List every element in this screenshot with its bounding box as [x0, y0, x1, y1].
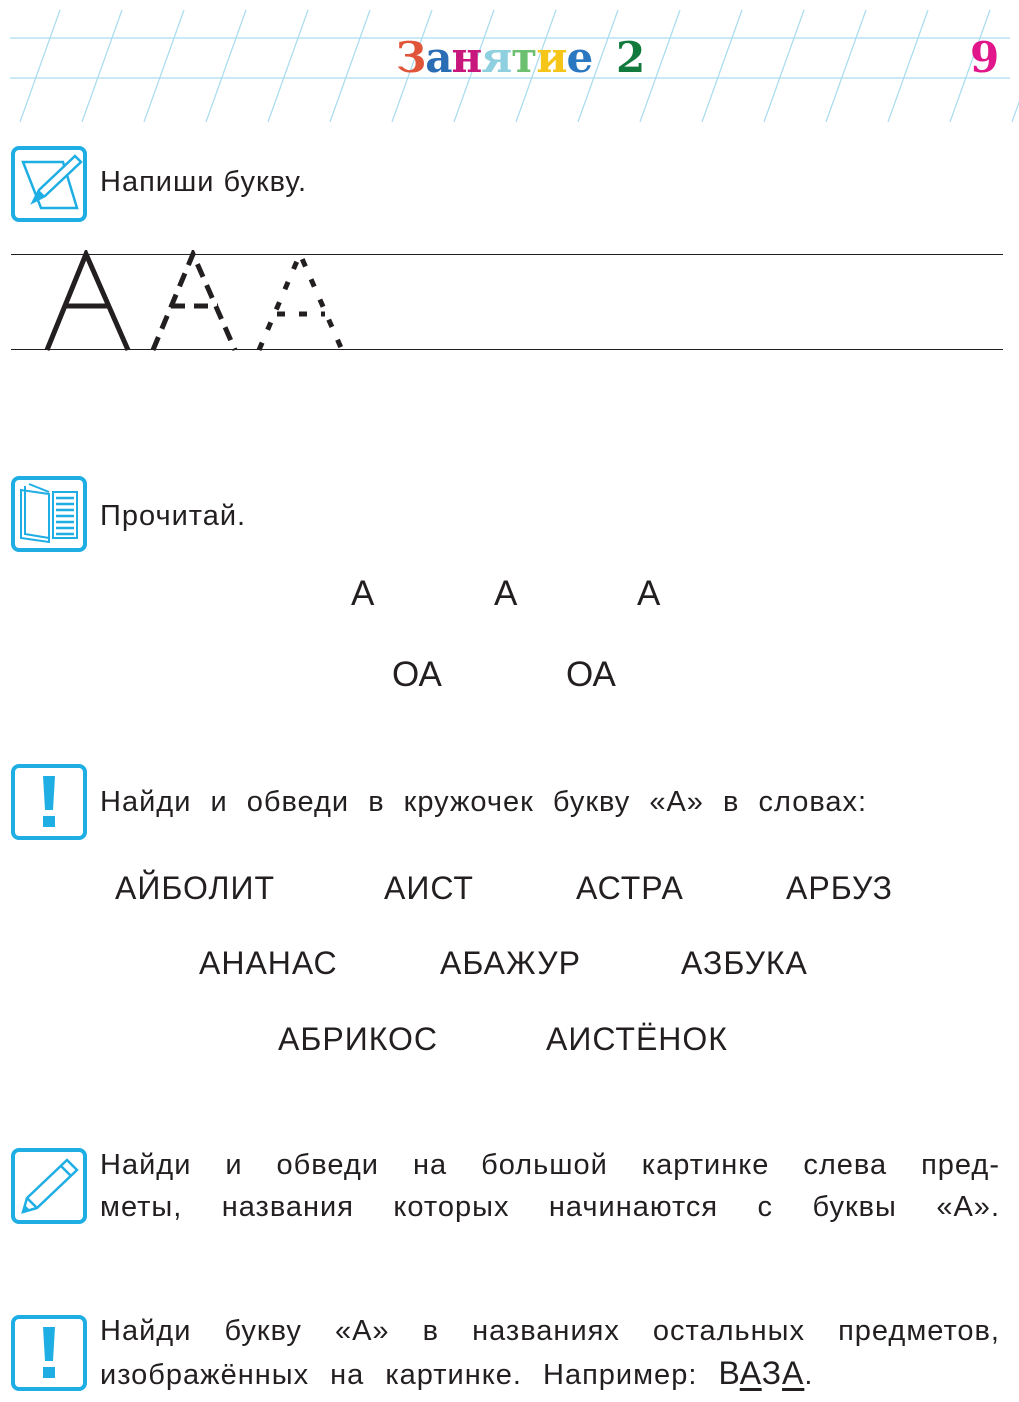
period: . — [804, 1359, 814, 1391]
example-letter-underlined: А — [739, 1355, 762, 1391]
page-number: 9 — [970, 33, 1000, 82]
word: АИСТ — [384, 870, 474, 906]
word: АСТРА — [576, 870, 684, 906]
example-letter: З — [761, 1355, 783, 1391]
task5-line2-text: изображённых на картинке. Например: — [100, 1359, 719, 1391]
task4-line2: меты, названия которых начинаются с буквы «А». — [100, 1191, 1000, 1223]
task4-line1: Найди и обведи на большой картинке слева пред- — [100, 1149, 1000, 1181]
letter-a-tracing — [40, 250, 360, 352]
book-icon — [11, 476, 87, 552]
title-letter: З — [396, 33, 426, 82]
title-letter: я — [481, 33, 512, 82]
pen-paper-icon — [11, 146, 87, 222]
lesson-title — [396, 30, 592, 86]
read-syllable: ОА — [392, 655, 442, 694]
read-letter: А — [637, 574, 661, 613]
title-letter: и — [536, 33, 567, 82]
example-word — [718, 1355, 804, 1391]
title-letter: а — [425, 33, 452, 82]
task5-line2 — [100, 1352, 813, 1396]
read-letter: А — [494, 574, 518, 613]
word: АБАЖУР — [440, 945, 581, 981]
read-letter: А — [351, 574, 375, 613]
word: АНАНАС — [199, 945, 338, 981]
word: АБРИКОС — [278, 1021, 438, 1057]
task3-instruction: Найди и обведи в кружочек букву «А» в словах: — [100, 786, 868, 818]
title-letter: н — [451, 33, 482, 82]
example-letter: В — [718, 1355, 740, 1391]
word: АИСТЁНОК — [546, 1021, 728, 1057]
word: АРБУЗ — [786, 870, 893, 906]
task5-line1: Найди букву «А» в названиях остальных предметов, — [100, 1315, 1000, 1347]
exclamation-icon — [11, 1315, 87, 1391]
task1-instruction: Напиши букву. — [100, 166, 308, 198]
title-letter: е — [566, 33, 593, 82]
read-syllable: ОА — [566, 655, 616, 694]
exclamation-icon — [11, 764, 87, 840]
word: АЗБУКА — [681, 945, 808, 981]
pencil-icon — [11, 1148, 87, 1224]
title-letter: т — [511, 33, 537, 82]
lesson-number: 2 — [616, 33, 646, 82]
example-letter-underlined: А — [782, 1355, 805, 1391]
task2-instruction: Прочитай. — [100, 500, 247, 532]
word: АЙБОЛИТ — [115, 870, 276, 906]
